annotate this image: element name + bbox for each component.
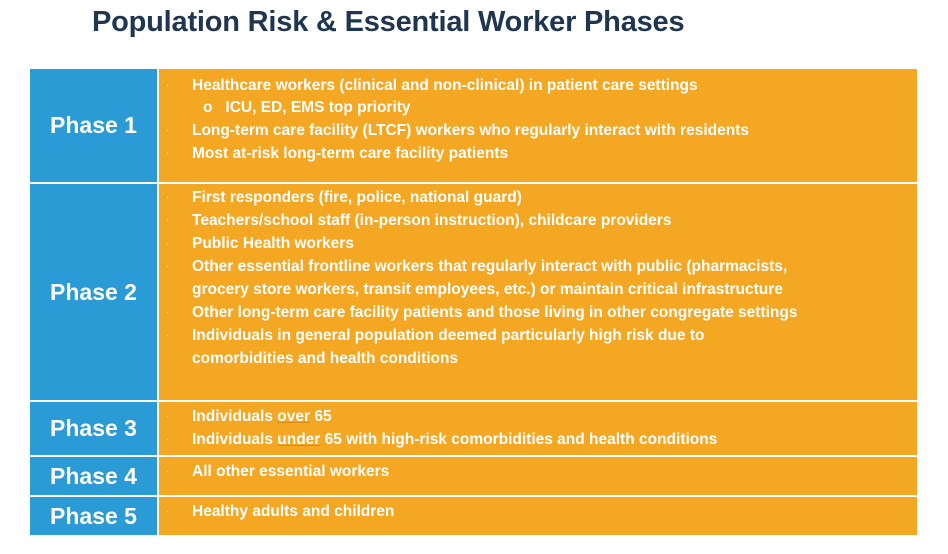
list-item-continuation: comorbidities and health conditions	[192, 350, 459, 367]
list-item: · Long-term care facility (LTCF) workers who regularly interact with residents	[159, 119, 913, 142]
bullet-icon: ·	[166, 261, 170, 272]
phase-label: Phase 4	[30, 457, 157, 495]
bullet-icon: ·	[166, 215, 170, 226]
phase-label: Phase 5	[30, 497, 157, 535]
list-item-continuation: grocery store workers, transit employees, etc.) or maintain critical infrastructure	[192, 281, 783, 298]
phase-row-3	[30, 402, 917, 455]
phase-label: Phase 3	[30, 402, 157, 455]
bullet-icon: ·	[166, 411, 170, 422]
underlined-word: over	[277, 408, 311, 425]
phase-content	[159, 184, 917, 400]
list-item: · First responders (fire, police, national guard)	[159, 186, 913, 209]
phase-content	[159, 497, 917, 535]
bullet-icon: ·	[166, 330, 170, 341]
list-item: · All other essential workers	[159, 460, 913, 483]
bullet-icon: ·	[166, 80, 170, 91]
phase-content	[159, 402, 917, 455]
sub-bullet-marker: o	[203, 99, 213, 116]
sub-list-item: o ICU, ED, EMS top priority	[203, 99, 411, 116]
bullet-icon: ·	[166, 466, 170, 477]
list-item: · Individuals over 65	[159, 405, 913, 428]
list-item: · Healthcare workers (clinical and non-clinical) in patient care settings	[159, 74, 913, 97]
bullet-icon: ·	[166, 506, 170, 517]
list-item: · Healthy adults and children	[159, 500, 913, 523]
bullet-icon: ·	[166, 125, 170, 136]
list-item: · Other essential frontline workers that regularly interact with public (pharmacists,	[159, 255, 913, 278]
phase-label: Phase 2	[30, 184, 157, 400]
list-item: · Other long-term care facility patients and those living in other congregate settings	[159, 301, 913, 324]
list-item: · Most at-risk long-term care facility patients	[159, 142, 913, 165]
bullet-icon: ·	[166, 148, 170, 159]
phase-row-4	[30, 457, 917, 495]
phase-row-2	[30, 184, 917, 400]
list-item: · Public Health workers	[159, 232, 913, 255]
phase-label: Phase 1	[30, 69, 157, 182]
underlined-word: under	[277, 431, 321, 448]
bullet-icon: ·	[166, 192, 170, 203]
bullet-icon: ·	[166, 238, 170, 249]
phase-row-1	[30, 69, 917, 182]
page-title: Population Risk & Essential Worker Phases	[92, 6, 685, 38]
list-item: · Teachers/school staff (in-person instruction), childcare providers	[159, 209, 913, 232]
list-item: · Individuals under 65 with high-risk comorbidities and health conditions	[159, 428, 913, 451]
phase-content	[159, 69, 917, 182]
phase-row-5	[30, 497, 917, 535]
list-item: · Individuals in general population deemed particularly high risk due to	[159, 324, 913, 347]
phase-content	[159, 457, 917, 495]
bullet-icon: ·	[166, 307, 170, 318]
bullet-icon: ·	[166, 434, 170, 445]
